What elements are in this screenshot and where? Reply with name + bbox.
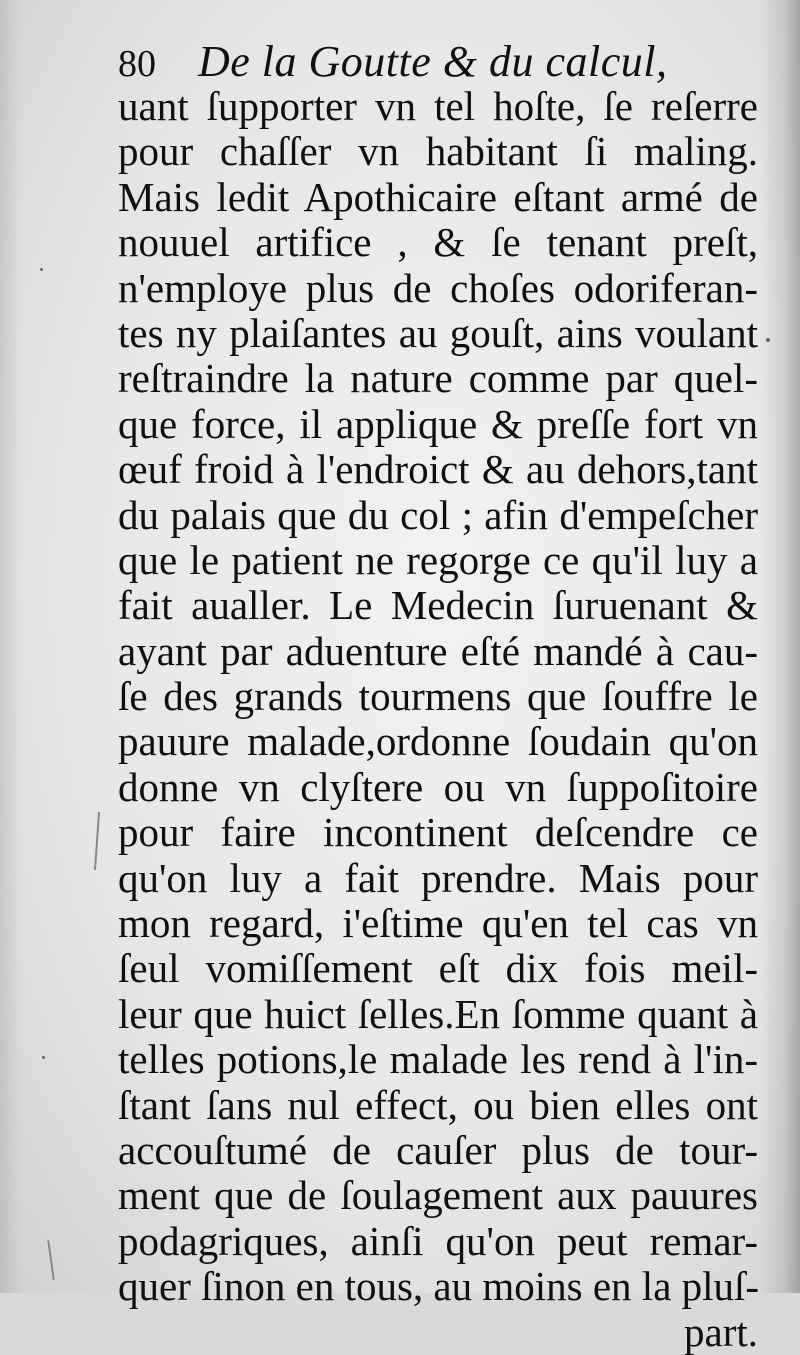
page-left-edge-shadow	[0, 0, 22, 1293]
text-line: pour faire incontinent deſcendre ce	[118, 809, 758, 856]
text-line: ſe des grands tourmens que ſouffre le	[118, 673, 758, 720]
body-text	[118, 84, 758, 1355]
paper-speck	[42, 1056, 45, 1059]
paper-speck	[766, 338, 770, 342]
text-line: quer ſinon en tous, au moins en la pluſ-	[118, 1263, 760, 1310]
text-line: ſtant ſans nul effect, ou bien elles ont	[118, 1081, 758, 1128]
text-line: telles potions,le malade les rend à l'in-	[118, 1036, 758, 1083]
catchword: part.	[684, 1308, 758, 1355]
paper-speck	[40, 268, 43, 271]
text-line: tes ny plaiſantes au gouſt, ains voulant	[118, 309, 758, 356]
paper-scratch	[94, 812, 100, 870]
text-line: accouſtumé de cauſer plus de tour-	[118, 1126, 758, 1173]
text-line: du palais que du col ; afin d'empeſcher	[118, 491, 758, 538]
running-head: De la Goutte & du calcul,	[198, 37, 668, 86]
text-line: n'employe plus de choſes odoriferan-	[118, 264, 758, 311]
text-line: œuf froid à l'endroict & au dehors,tant	[118, 446, 758, 493]
text-line: podagriques, ainſi qu'on peut remar-	[118, 1217, 758, 1264]
text-line: Mais ledit Apothicaire eſtant armé de	[118, 173, 758, 220]
paper-scratch	[47, 1240, 55, 1280]
text-line: mon regard, i'eſtime qu'en tel cas vn	[118, 900, 758, 947]
text-line: ſeul vomiſſement eſt dix fois meil-	[118, 945, 758, 992]
text-line: donne vn clyſtere ou vn ſuppoſitoire	[118, 763, 758, 810]
page-number: 80	[118, 43, 156, 85]
text-line: leur que huict ſelles.En ſomme quant à	[118, 990, 758, 1037]
text-line: qu'on luy a fait prendre. Mais pour	[118, 854, 758, 901]
text-line: que le patient ne regorge ce qu'il luy a	[118, 536, 758, 583]
text-line: fait aualler. Le Medecin ſuruenant &	[118, 582, 758, 629]
text-line: ayant par aduenture eſté mandé à cau-	[118, 627, 758, 674]
text-line: pour chaſſer vn habitant ſi maling.	[118, 128, 758, 175]
page-header	[118, 30, 758, 90]
page-gutter-shadow	[760, 0, 800, 1293]
text-line: ment que de ſoulagement aux pauures	[118, 1172, 758, 1219]
text-line: pauure malade,ordonne ſoudain qu'on	[118, 718, 758, 765]
text-line: que force, il applique & preſſe fort vn	[118, 400, 758, 447]
text-line: nouuel artifice , & ſe tenant preſt,	[118, 219, 758, 266]
text-line: reſtraindre la nature comme par quel-	[118, 355, 758, 402]
text-line: uant ſupporter vn tel hoſte, ſe reſerre	[118, 83, 758, 129]
